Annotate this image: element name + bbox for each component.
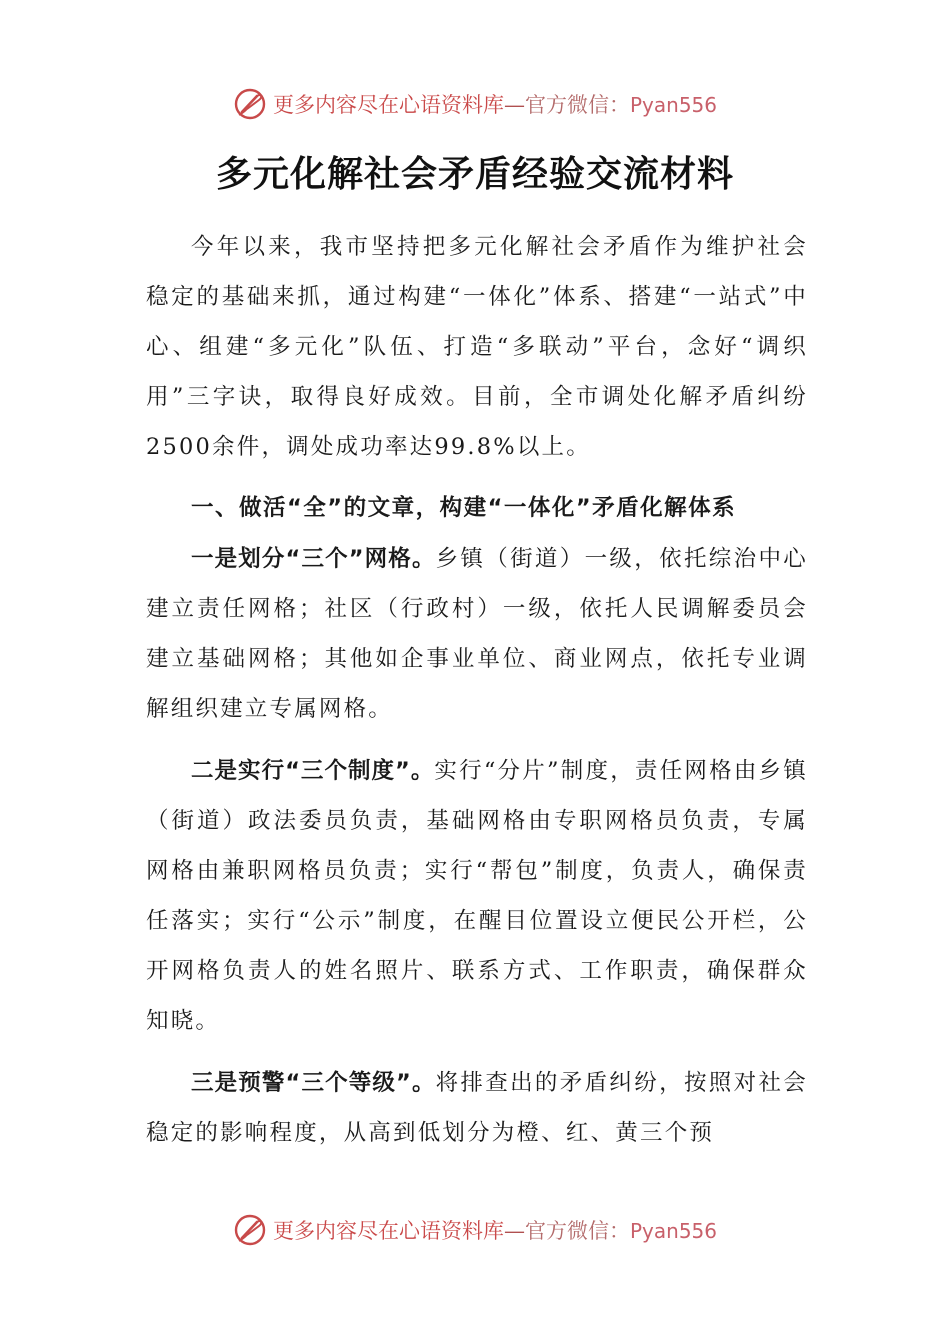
intro-paragraph: 今年以来，我市坚持把多元化解社会矛盾作为维护社会稳定的基础来抓，通过构建“一体化”体系、搭建“一站式”中心、组建“多元化”队伍、打造“多联动”平台，念好“调织用”三字诀，取得良好成效。目前，全市调处化解矛盾纠纷2500余件，调处成功率达99.8%以上。 [146, 234, 808, 460]
section-item-1 [146, 534, 808, 734]
watermark-site: 更多内容尽在心语资料库 [272, 1219, 504, 1243]
section-item-2 [146, 746, 808, 1046]
watermark-dash: — [503, 93, 525, 117]
item-lead-2: 二是实行“三个制度”。 [191, 758, 435, 784]
watermark-id: Pyan556 [629, 93, 717, 117]
watermark-footer [0, 1210, 950, 1250]
section-heading-1: 一、做活“全”的文章，构建“一体化”矛盾化解体系 [191, 495, 737, 521]
watermark-dash: — [503, 1219, 525, 1243]
watermark-text [273, 89, 717, 119]
item-lead-1: 一是划分“三个”网格。 [191, 546, 436, 572]
item-text-3: 将排查出的矛盾纠纷，按照对社会稳定的影响程度，从高到低划分为橙、红、黄三个预 [146, 1070, 808, 1146]
watermark-site: 更多内容尽在心语资料库 [272, 93, 504, 117]
section-item-3 [146, 1058, 808, 1158]
watermark-text [273, 1215, 717, 1245]
item-text-1: 乡镇（街道）一级，依托综治中心建立责任网格；社区（行政村）一级，依托人民调解委员会建立基础网格；其他如企事业单位、商业网点，依托专业调解组织建立专属网格。 [146, 546, 808, 722]
item-text-2: 实行“分片”制度，责任网格由乡镇（街道）政法委员负责，基础网格由专职网格员负责，专属网格由兼职网格员负责；实行“帮包”制度，负责人，确保责任落实；实行“公示”制度，在醒目位置设立便民公开栏，公开网格负责人的姓名照片、联系方式、工作职责，确保群众知晓。 [146, 758, 808, 1034]
document-title: 多元化解社会矛盾经验交流材料 [215, 154, 734, 195]
item-lead-3: 三是预警“三个等级”。 [191, 1070, 436, 1096]
document-body [146, 222, 808, 1158]
watermark-header [0, 84, 950, 124]
quill-logo-icon [233, 87, 267, 121]
watermark-label: 官方微信： [524, 1219, 630, 1243]
watermark-label: 官方微信： [524, 93, 630, 117]
watermark-id: Pyan556 [629, 1219, 717, 1243]
quill-logo-icon [233, 1213, 267, 1247]
